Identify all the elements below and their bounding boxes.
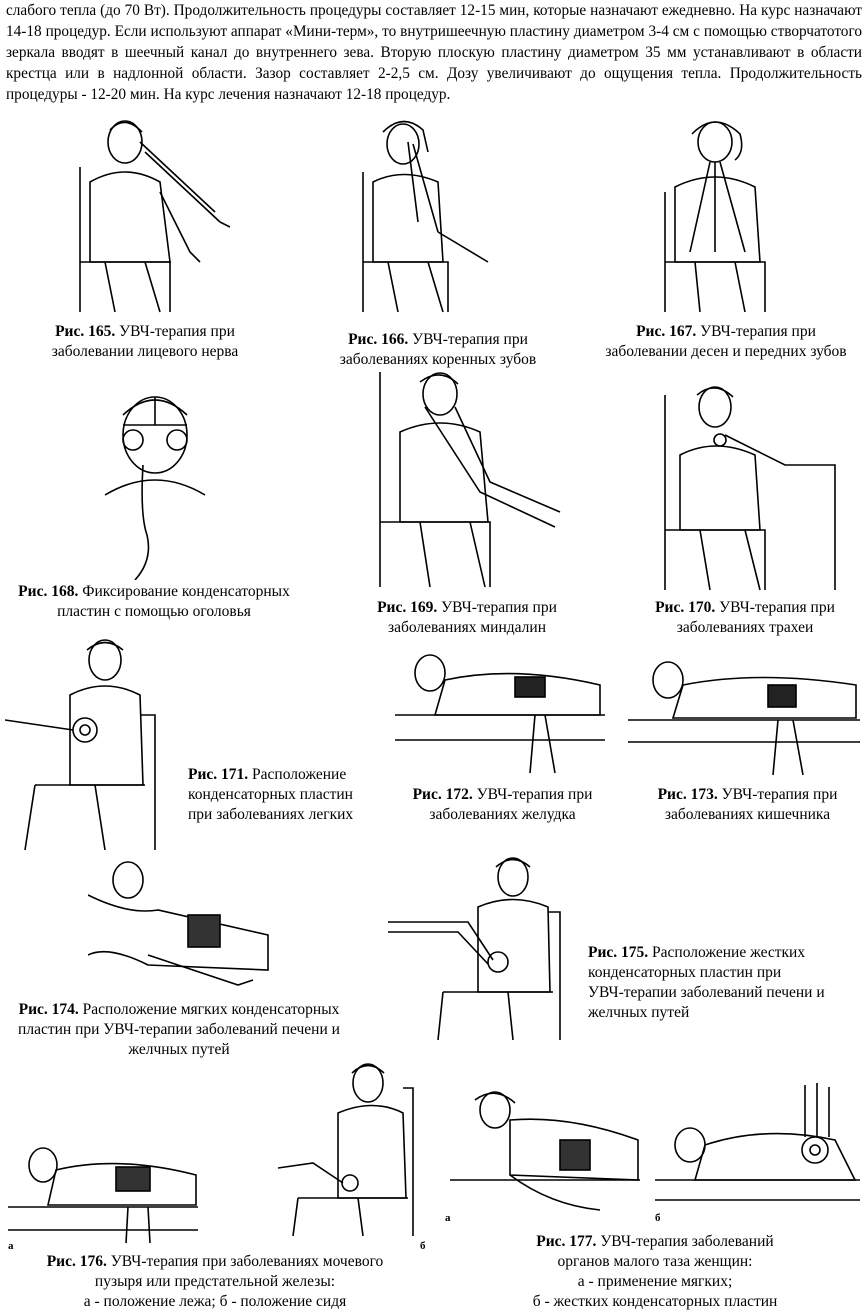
- illustration-seated-patient-bladder: [278, 1058, 418, 1238]
- illustration-seated-woman-molars: [348, 112, 498, 317]
- figure-number: Рис. 175.: [588, 944, 649, 961]
- figure-166: [348, 112, 498, 317]
- caption-177: [495, 1232, 815, 1312]
- figure-number: Рис. 172.: [412, 786, 473, 803]
- caption-171: [188, 765, 378, 825]
- figure-number: Рис. 168.: [18, 583, 79, 600]
- figure-177-b: [655, 1075, 860, 1215]
- caption-text: Расположение жестких: [652, 944, 806, 961]
- caption-text: конденсаторных пластин: [188, 786, 353, 803]
- figure-168: [95, 385, 215, 580]
- caption-text: а - применение мягких;: [577, 1273, 733, 1290]
- figure-number: Рис. 176.: [46, 1253, 107, 1270]
- caption-text: Фиксирование конденсаторных: [82, 583, 290, 600]
- caption-text: а - положение лежа; б - положение сидя: [83, 1293, 347, 1310]
- caption-167: [592, 322, 860, 362]
- illustration-lying-patient-intestine: [628, 650, 860, 780]
- caption-text: УВЧ-терапия при: [476, 786, 593, 803]
- figure-170: [655, 375, 840, 595]
- caption-text: заболеваниях желудка: [429, 806, 576, 823]
- illustration-seated-patient-trachea: [655, 375, 840, 595]
- figure-171: [5, 635, 160, 850]
- caption-text: УВЧ-терапия при: [412, 331, 528, 348]
- caption-text: желчных путей: [128, 1041, 230, 1058]
- figure-number: Рис. 177.: [536, 1233, 597, 1250]
- illustration-seated-patient-face: [50, 112, 230, 317]
- caption-175: [588, 943, 858, 1023]
- figure-number: Рис. 170.: [655, 599, 716, 616]
- caption-text: УВЧ-терапия при: [719, 599, 835, 616]
- caption-text: УВЧ-терапия при: [721, 786, 838, 803]
- caption-172: [395, 785, 610, 825]
- caption-text: конденсаторных пластин при: [588, 964, 782, 981]
- caption-text: пузыря или предстательной железы:: [94, 1273, 336, 1290]
- illustration-seated-patient-liver-rigid: [388, 852, 568, 1042]
- sublabel-b: б: [655, 1212, 661, 1224]
- caption-text: заболеваниях кишечника: [664, 806, 831, 823]
- figure-176-a: [8, 1135, 198, 1245]
- caption-174: [4, 1000, 354, 1060]
- figure-173: [628, 650, 860, 780]
- caption-text: заболевании десен и передних зубов: [605, 343, 847, 360]
- figure-165: [50, 112, 230, 317]
- illustration-seated-patient-lungs: [5, 635, 160, 850]
- figure-172: [395, 645, 605, 775]
- caption-text: Расположение мягких конденсаторных: [82, 1001, 340, 1018]
- figure-number: Рис. 171.: [188, 766, 249, 783]
- figure-176-b: [278, 1058, 418, 1238]
- caption-text: УВЧ-терапия при: [441, 599, 557, 616]
- illustration-lying-patient-liver-soft: [88, 855, 273, 995]
- caption-165: [30, 322, 260, 362]
- caption-text: органов малого таза женщин:: [557, 1253, 753, 1270]
- figure-177-a: [450, 1085, 640, 1215]
- caption-text: УВЧ-терапия заболеваний: [600, 1233, 774, 1250]
- illustration-lying-woman-rigid-plates: [655, 1075, 860, 1215]
- caption-168: [4, 582, 304, 622]
- caption-text: УВЧ-терапия при: [700, 323, 816, 340]
- figure-number: Рис. 169.: [377, 599, 438, 616]
- figure-number: Рис. 165.: [55, 323, 116, 340]
- caption-text: УВЧ-терапия при заболеваниях мочевого: [110, 1253, 384, 1270]
- caption-text: УВЧ-терапии заболеваний печени и: [588, 984, 825, 1001]
- illustration-headgear-electrodes: [95, 385, 215, 580]
- caption-text: пластин с помощью оголовья: [57, 603, 251, 620]
- caption-text: при заболеваниях легких: [188, 806, 354, 823]
- intro-paragraph: слабого тепла (до 70 Вт). Продолжительность процедуры составляет 12-15 мин, которые назначают ежедневно. На курс назначают 14-18 процедур. Если используют аппарат «Мини-терм», то внутришеечную пластину диаметром 3-4 см с помощью створчатотого зеркала вводят в шеечный канал до внутреннего зева. Вторую плоскую пластину диаметром 35 мм устанавливают в области крестца или в надлонной области. Зазор составляет 2-2,5 см. Дозу увеличивают до ощущения тепла. Продолжительность процедуры - 12-20 мин. На курс лечения назначают 12-18 процедур.: [6, 2, 862, 103]
- figure-167: [650, 112, 780, 317]
- illustration-lying-patient-stomach: [395, 645, 605, 775]
- illustration-lying-patient-bladder: [8, 1135, 198, 1245]
- figure-number: Рис. 167.: [636, 323, 697, 340]
- figure-169: [360, 362, 570, 590]
- sublabel-b: б: [420, 1240, 426, 1252]
- caption-text: заболеваниях коренных зубов: [339, 351, 537, 368]
- illustration-seated-woman-front-teeth: [650, 112, 780, 317]
- caption-text: УВЧ-терапия при: [119, 323, 235, 340]
- caption-text: б - жестких конденсаторных пластин: [532, 1293, 778, 1310]
- caption-text: желчных путей: [588, 1004, 690, 1021]
- caption-169: [352, 598, 582, 638]
- figure-number: Рис. 166.: [348, 331, 409, 348]
- caption-173: [640, 785, 855, 825]
- figure-174: [88, 855, 273, 995]
- illustration-lying-woman-soft-plates: [450, 1085, 640, 1215]
- caption-170: [640, 598, 850, 638]
- sublabel-a: а: [8, 1240, 14, 1252]
- figure-number: Рис. 173.: [657, 786, 718, 803]
- caption-text: заболеваниях трахеи: [676, 619, 814, 636]
- illustration-seated-patient-tonsils: [360, 362, 570, 590]
- caption-text: заболеваниях миндалин: [387, 619, 546, 636]
- caption-text: Расположение: [252, 766, 347, 783]
- caption-text: пластин при УВЧ-терапии заболеваний печени и: [18, 1021, 340, 1038]
- sublabel-a: а: [445, 1212, 451, 1224]
- caption-text: заболевании лицевого нерва: [51, 343, 239, 360]
- caption-176: [20, 1252, 410, 1312]
- figure-175: [388, 852, 568, 1042]
- figure-number: Рис. 174.: [18, 1001, 79, 1018]
